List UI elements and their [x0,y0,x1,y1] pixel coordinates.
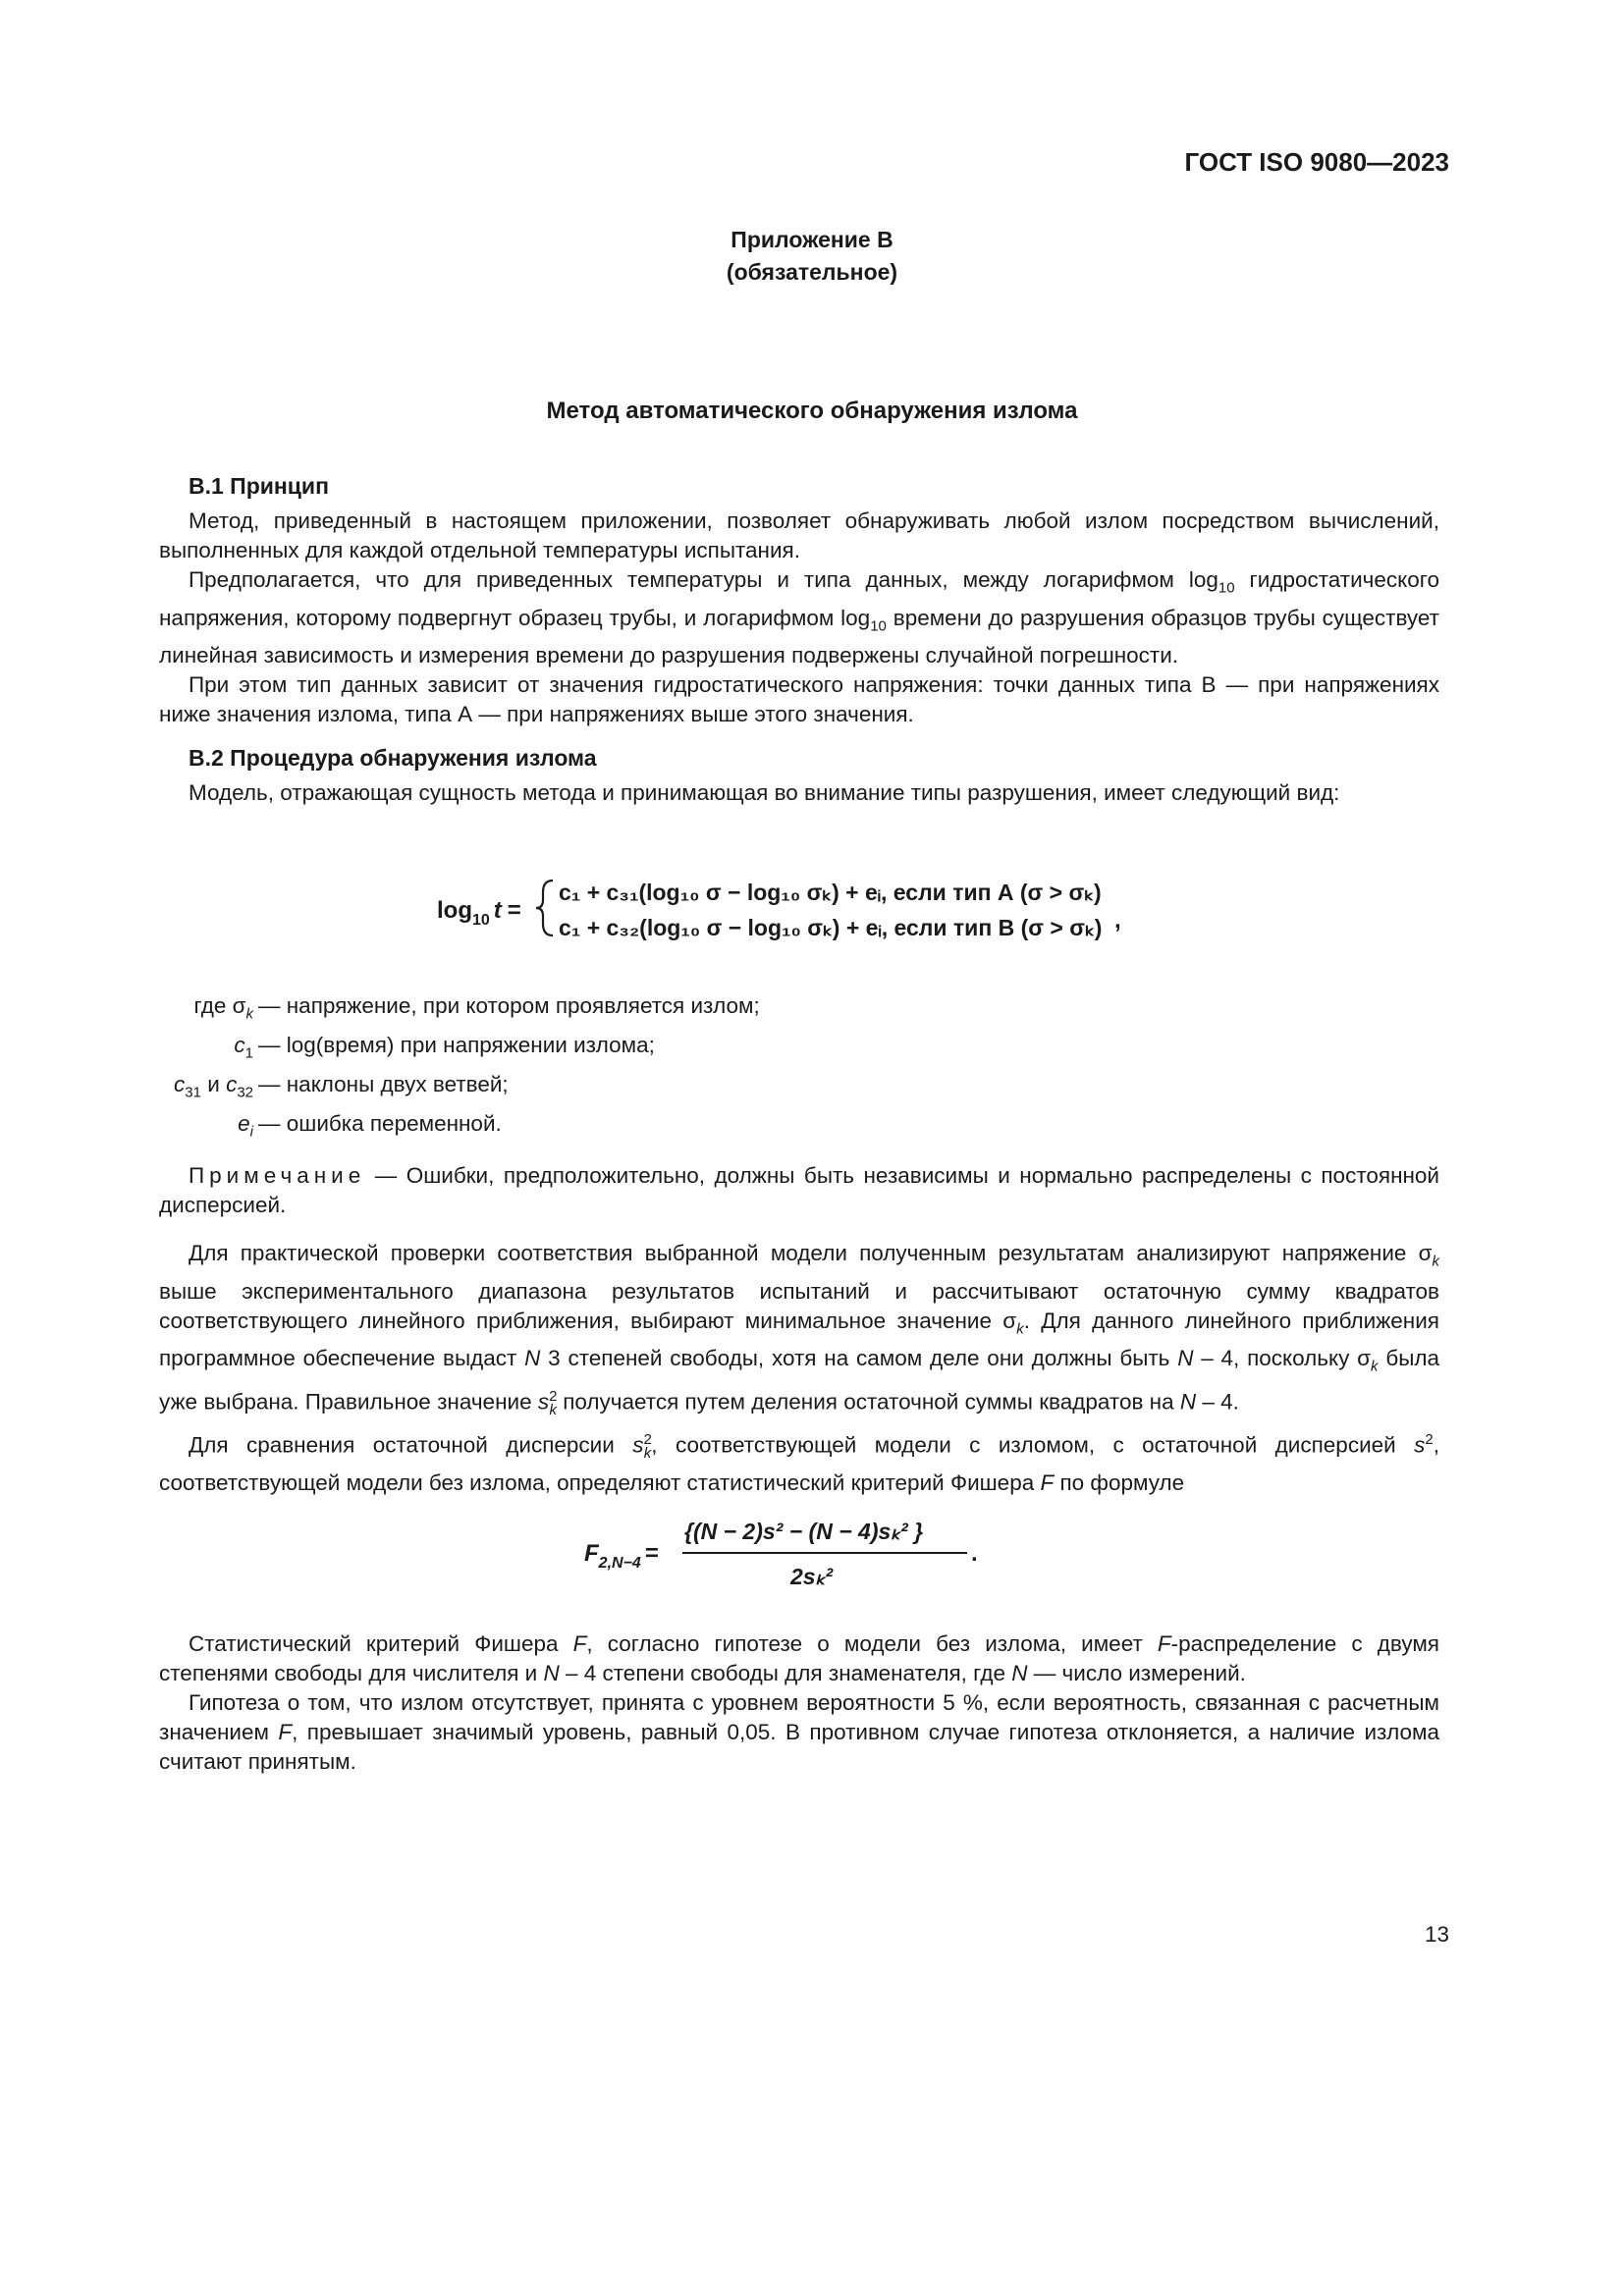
procedure-paragraph-1: Для практической проверки соответствия выбранной модели полученным результатам анализируют напряжение $\sigma_k$ выше экспериментального диапазона результатов испытаний и рассчитывают остаточную сумму квадратов соответствующего линейного приближения, выбирают минимальное значение $\sigma_k$. Для данного линейного приближения программное обеспечение выдаст N 3 степеней свободы, хотя на самом деле они должны быть N – 4, поскольку $\sigma_k$ была уже выбрана. Правильное значение $s^2_k$ получается путем деления остаточной суммы квадратов на N – 4. [159,1241,1440,1418]
formula1-comma: , [1114,907,1121,934]
note-text: — Ошибки, предположительно, должны быть независимы и нормально распределены с постоянной дисперсией. [159,1163,1439,1217]
fisher-formula [584,1502,997,1600]
section-1-heading: В.1 Принцип [189,473,329,499]
formula2-lhs: $F_{2,N-4}$ = [584,1540,659,1572]
section-1-paragraph-3: При этом тип данных зависит от значения гидростатического напряжения: точки данных типа В — при напряжениях ниже значения излома, типа А — при напряжениях выше этого значения. [159,672,1439,726]
note [159,1161,1439,1220]
conclusion-text [159,1629,1439,1777]
conclusion-paragraph-1: Статистический критерий Фишера F, согласно гипотезе о модели без излома, имеет F-распределение с двумя степенями свободы для числителя и N – 4 степени свободы для знаменателя, где N — число измерений. [159,1631,1439,1685]
annex-status: (обязательное) [726,259,898,285]
note-label: Примечание [189,1163,366,1188]
document-page: ГОСТ ISO 9080—2023 Приложение В (обязательное) Метод автоматического обнаружения излома В.1 Принцип Метод, приведенный в настоящем приложении, позволяет обнаруживать любой излом посредством вычислений, выполненных для каждой отдельной температуры испытания. Предполагается, что для приведенных температуры и типа данных, между логарифмом $\log_{10}$ гидростатического напряжения, которому подвергнут образец трубы, и логарифмом $\log_{10}$ времени до разрушения образцов трубы существует линейная зависимость и измерения времени до разрушения подвержены случайной погрешности. При этом тип данных зависит от значения гидростатического напряжения: точки данных типа В — при напряжениях ниже значения излома, типа А — при напряжениях выше этого значения. В.2 Процедура обнаружения излома Модель, отражающая сущность метода и принимающая во внимание типы разрушения, имеет следующий вид: $\log_{10} t$ = c₁ + c₃₁(log₁₀ σ − log₁₀ σₖ) + eᵢ, если тип А (σ > σₖ) c₁ + c₃₂(log₁₀ σ − log₁₀ σₖ) + eᵢ, если тип В (σ > σₖ) , где $\sigma_k$ — напряжение, при котором проявляется излом; $c_1$ — log(время) при напряжении излома; $c_{31}$ и $c_{32}$ — наклоны двух ветвей; $e_i$ — ошибка переменной. Примечание — Ошибки, предположительно, должны быть независимы и нормально распределены с постоянной дисперсией. Для практической проверки соответствия выбранной модели полученным результатам анализируют напряжение $\sigma_k$ выше экспериментального диапазона результатов испытаний и рассчитывают остаточную сумму квадратов соответствующего линейного приближения, выбирают минимальное значение $\sigma_k$. Для данного линейного приближения программное обеспечение выдаст N 3 степеней свободы, хотя на самом деле они должны быть N – 4, поскольку $\sigma_k$ была уже выбрана. Правильное значение $s^2_k$ получается путем деления остаточной суммы квадратов на N – 4. Для сравнения остаточной дисперсии $s^2_k$, соответствующей модели с изломом, с остаточной дисперсией $s^2$, соответствующей модели без излома, определяют статистический критерий Фишера F по формуле $F_{2,N-4}$ = {(N − 2)s² − (N − 4)sₖ² } 2sₖ² . Статистический критерий Фишера F, согласно гипотезе о модели без излома, имеет F-распределение с двумя степенями свободы для числителя и N – 4 степени свободы для знаменателя, где N — число измерений. Гипотеза о том, что излом отсутствует, принята с уровнем вероятности 5 %, если вероятность, связанная с расчетным значением F, превышает значимый уровень, равный 0,05. В противном случае гипотеза отклоняется, а наличие излома считают принятым. 13 [0,0,1624,2296]
annex-title: Приложение В [731,227,893,252]
formula1-lhs: $\log_{10} t$ = [437,897,521,929]
section-2-paragraph-1: Модель, отражающая сущность метода и принимающая во внимание типы разрушения, имеет следующий вид: [189,780,1340,805]
section-1-paragraph-2: Предполагается, что для приведенных температуры и типа данных, между логарифмом $\log_{10}$ гидростатического напряжения, которому подвергнут образец трубы, и логарифмом $\log_{10}$ времени до разрушения образцов трубы существует линейная зависимость и измерения времени до разрушения подвержены случайной погрешности. [159,567,1439,667]
formula1-brace [536,881,553,935]
annex-heading [0,224,1624,289]
formula1-case-b: c₁ + c₃₂(log₁₀ σ − log₁₀ σₖ) + eᵢ, если тип В (σ > σₖ) [559,915,1103,940]
formula2-denominator: 2sₖ² [790,1564,834,1589]
model-formula [437,859,1203,957]
main-title: Метод автоматического обнаружения излома [546,398,1078,424]
procedure-paragraph-2: Для сравнения остаточной дисперсии $s^2_k$, соответствующей модели с изломом, с остаточной дисперсией $s^2$, соответствующей модели без излома, определяют статистический критерий Фишера F по формуле [159,1430,1439,1495]
formula2-period: . [971,1540,978,1567]
procedure-text [159,1239,1439,1498]
conclusion-paragraph-2: Гипотеза о том, что излом отсутствует, принята с уровнем вероятности 5 %, если вероятность, связанная с расчетным значением F, превышает значимый уровень, равный 0,05. В противном случае гипотеза отклоняется, а наличие излома считают принятым. [159,1690,1439,1774]
page-number: 13 [1424,1922,1449,1947]
standard-header: ГОСТ ISO 9080—2023 [1184,147,1449,177]
section-2-heading: В.2 Процедура обнаружения излома [189,745,597,771]
formula2-numerator: {(N − 2)s² − (N − 4)sₖ² } [684,1519,924,1544]
formula1-case-a: c₁ + c₃₁(log₁₀ σ − log₁₀ σₖ) + eᵢ, если тип А (σ > σₖ) [559,880,1102,905]
section-1-paragraph-1: Метод, приведенный в настоящем приложении, позволяет обнаруживать любой излом посредством вычислений, выполненных для каждой отдельной температуры испытания. [159,508,1439,562]
section-1-and-2 [159,471,1439,808]
